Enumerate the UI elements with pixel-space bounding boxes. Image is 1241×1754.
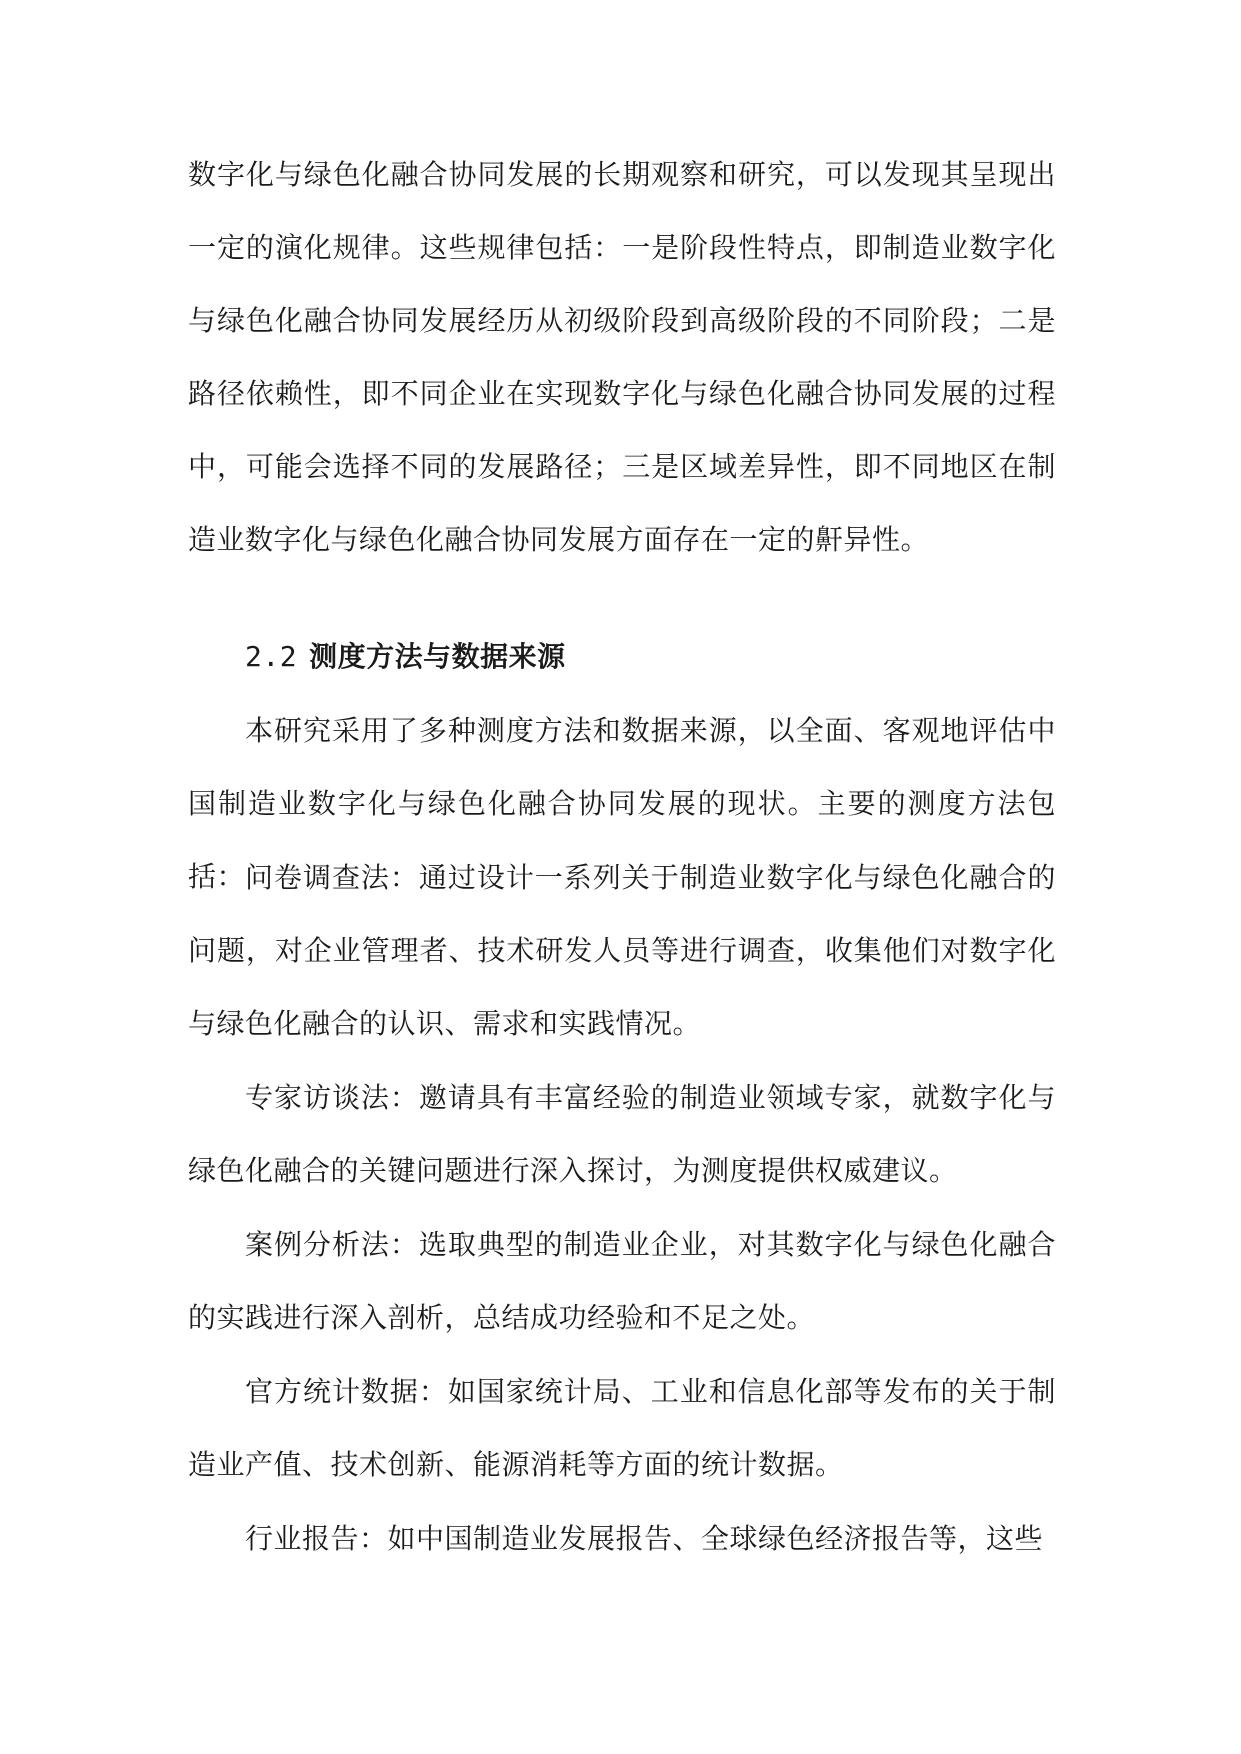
paragraph-expert-interview: 专家访谈法：邀请具有丰富经验的制造业领域专家，就数字化与绿色化融合的关键问题进行深入探讨，为测度提供权威建议。 xyxy=(188,1081,1056,1187)
paragraph-industry-reports: 行业报告：如中国制造业发展报告、全球绿色经济报告等，这些 xyxy=(245,1522,1044,1555)
paragraph-methods-intro: 本研究采用了多种测度方法和数据来源，以全面、客观地评估中国制造业数字化与绿色化融合协同发展的现状。主要的测度方法包括： xyxy=(188,714,1056,893)
section-title: 测度方法与数据来源 xyxy=(309,640,566,673)
paragraph-case-analysis: 案例分析法：选取典型的制造业企业，对其数字化与绿色化融合的实践进行深入剖析，总结成功经验和不足之处。 xyxy=(188,1228,1056,1334)
paragraph-official-statistics: 官方统计数据：如国家统计局、工业和信息化部等发布的关于制造业产值、技术创新、能源消耗等方面的统计数据。 xyxy=(188,1375,1056,1481)
paragraph-evolution-rules: 数字化与绿色化融合协同发展的长期观察和研究，可以发现其呈现出一定的演化规律。这些规律包括：一是阶段性特点，即制造业数字化与绿色化融合协同发展经历从初级阶段到高级阶段的不同阶段；二是路径依赖性，即不同企业在实现数字化与绿色化融合协同发展的过程中，可能会选择不同的发展路径；三是区域差异性，即不同地区在制造业数字化与绿色化融合协同发展方面存在一定的鼾异性。 xyxy=(188,158,1056,556)
section-heading xyxy=(245,620,566,693)
paragraph-questionnaire: 问卷调查法：通过设计一系列关于制造业数字化与绿色化融合的问题，对企业管理者、技术研发人员等进行调查，收集他们对数字化与绿色化融合的认识、需求和实践情况。 xyxy=(188,861,1056,1040)
section-number: 2.2 xyxy=(245,640,298,673)
